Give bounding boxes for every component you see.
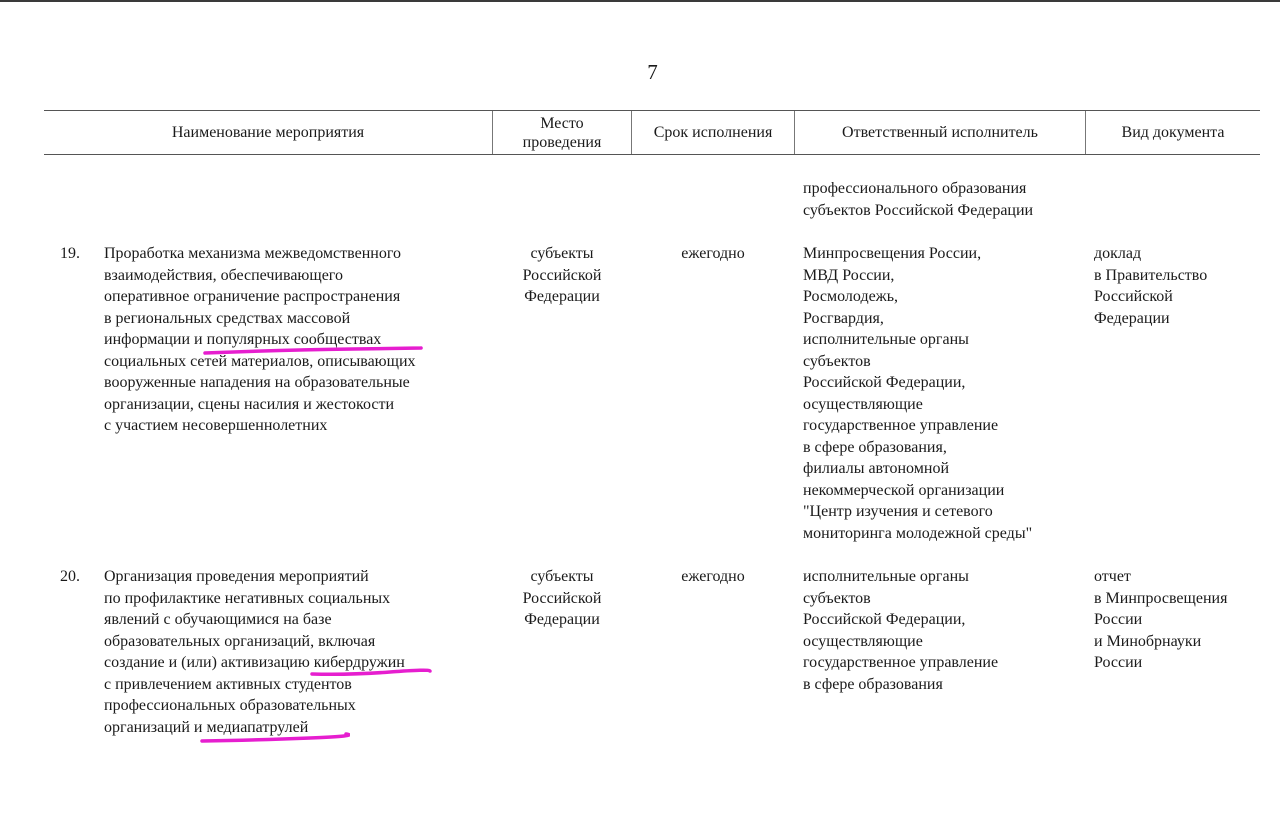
name-text: Проработка механизма межведомственного взаимодействия, обеспечивающего оперативное ограничение распространения в региональных средствах массовой информации и: [104, 245, 401, 348]
highlighted-phrase: [206, 717, 308, 739]
highlight-text: медиапатрулей: [206, 718, 309, 736]
header-place: Место проведения: [522, 114, 602, 151]
row-doc-type: отчет в Минпросвещения России и Минобрнауки России: [1094, 568, 1228, 671]
row-place: субъекты Российской Федерации: [522, 245, 602, 305]
highlight-text: популярных сообществах: [206, 331, 382, 348]
row-name: [104, 243, 416, 437]
row-executor: исполнительные органы субъектов Российской Федерации, осуществляющие государственное управление в сфере образования: [803, 568, 999, 693]
header-executor: Ответственный исполнитель: [842, 124, 1038, 141]
name-text: с привлечением активных студентов профессиональных образовательных организаций и: [104, 675, 356, 736]
name-text: социальных сетей материалов, описывающих вооруженные нападения на образовательные организации, сцены насилия и жестокости с участием несовершеннолетних: [104, 352, 416, 434]
row-name: [104, 566, 405, 738]
row-executor: Минпросвещения России, МВД России, Росмолодежь, Росгвардия, исполнительные органы субъектов Российской Федерации, осуществляющие государственное управление в сфере образования, филиалы автономной некоммерческой организации "Центр изучения и сетевого мониторинга молодежной среды": [803, 245, 1033, 542]
header-name: Наименование мероприятия: [171, 124, 365, 141]
header-doc-type: Вид документа: [1121, 124, 1225, 141]
row-doc-type: доклад в Правительство Российской Федерации: [1094, 245, 1208, 327]
highlighted-phrase: [207, 329, 382, 351]
name-text: Организация проведения мероприятий по профилактике негативных социальных явлений с обучающимися на базе образовательных организаций, включая создание и (или) активизацию: [104, 568, 391, 671]
row-deadline: ежегодно: [681, 568, 745, 585]
row-number: 19.: [60, 245, 80, 262]
row-deadline: ежегодно: [681, 245, 745, 262]
header-bottom-rule: [44, 154, 1260, 155]
top-border: [0, 0, 1280, 2]
row-place: субъекты Российской Федерации: [522, 568, 602, 628]
highlight-text: кибердружин: [313, 654, 405, 671]
highlighted-phrase: [314, 652, 405, 674]
page-number: 7: [647, 60, 658, 84]
header-deadline: Срок исполнения: [653, 124, 773, 141]
carryover-executor: профессионального образования субъектов Российской Федерации: [803, 180, 1034, 219]
row-number: 20.: [60, 568, 80, 585]
